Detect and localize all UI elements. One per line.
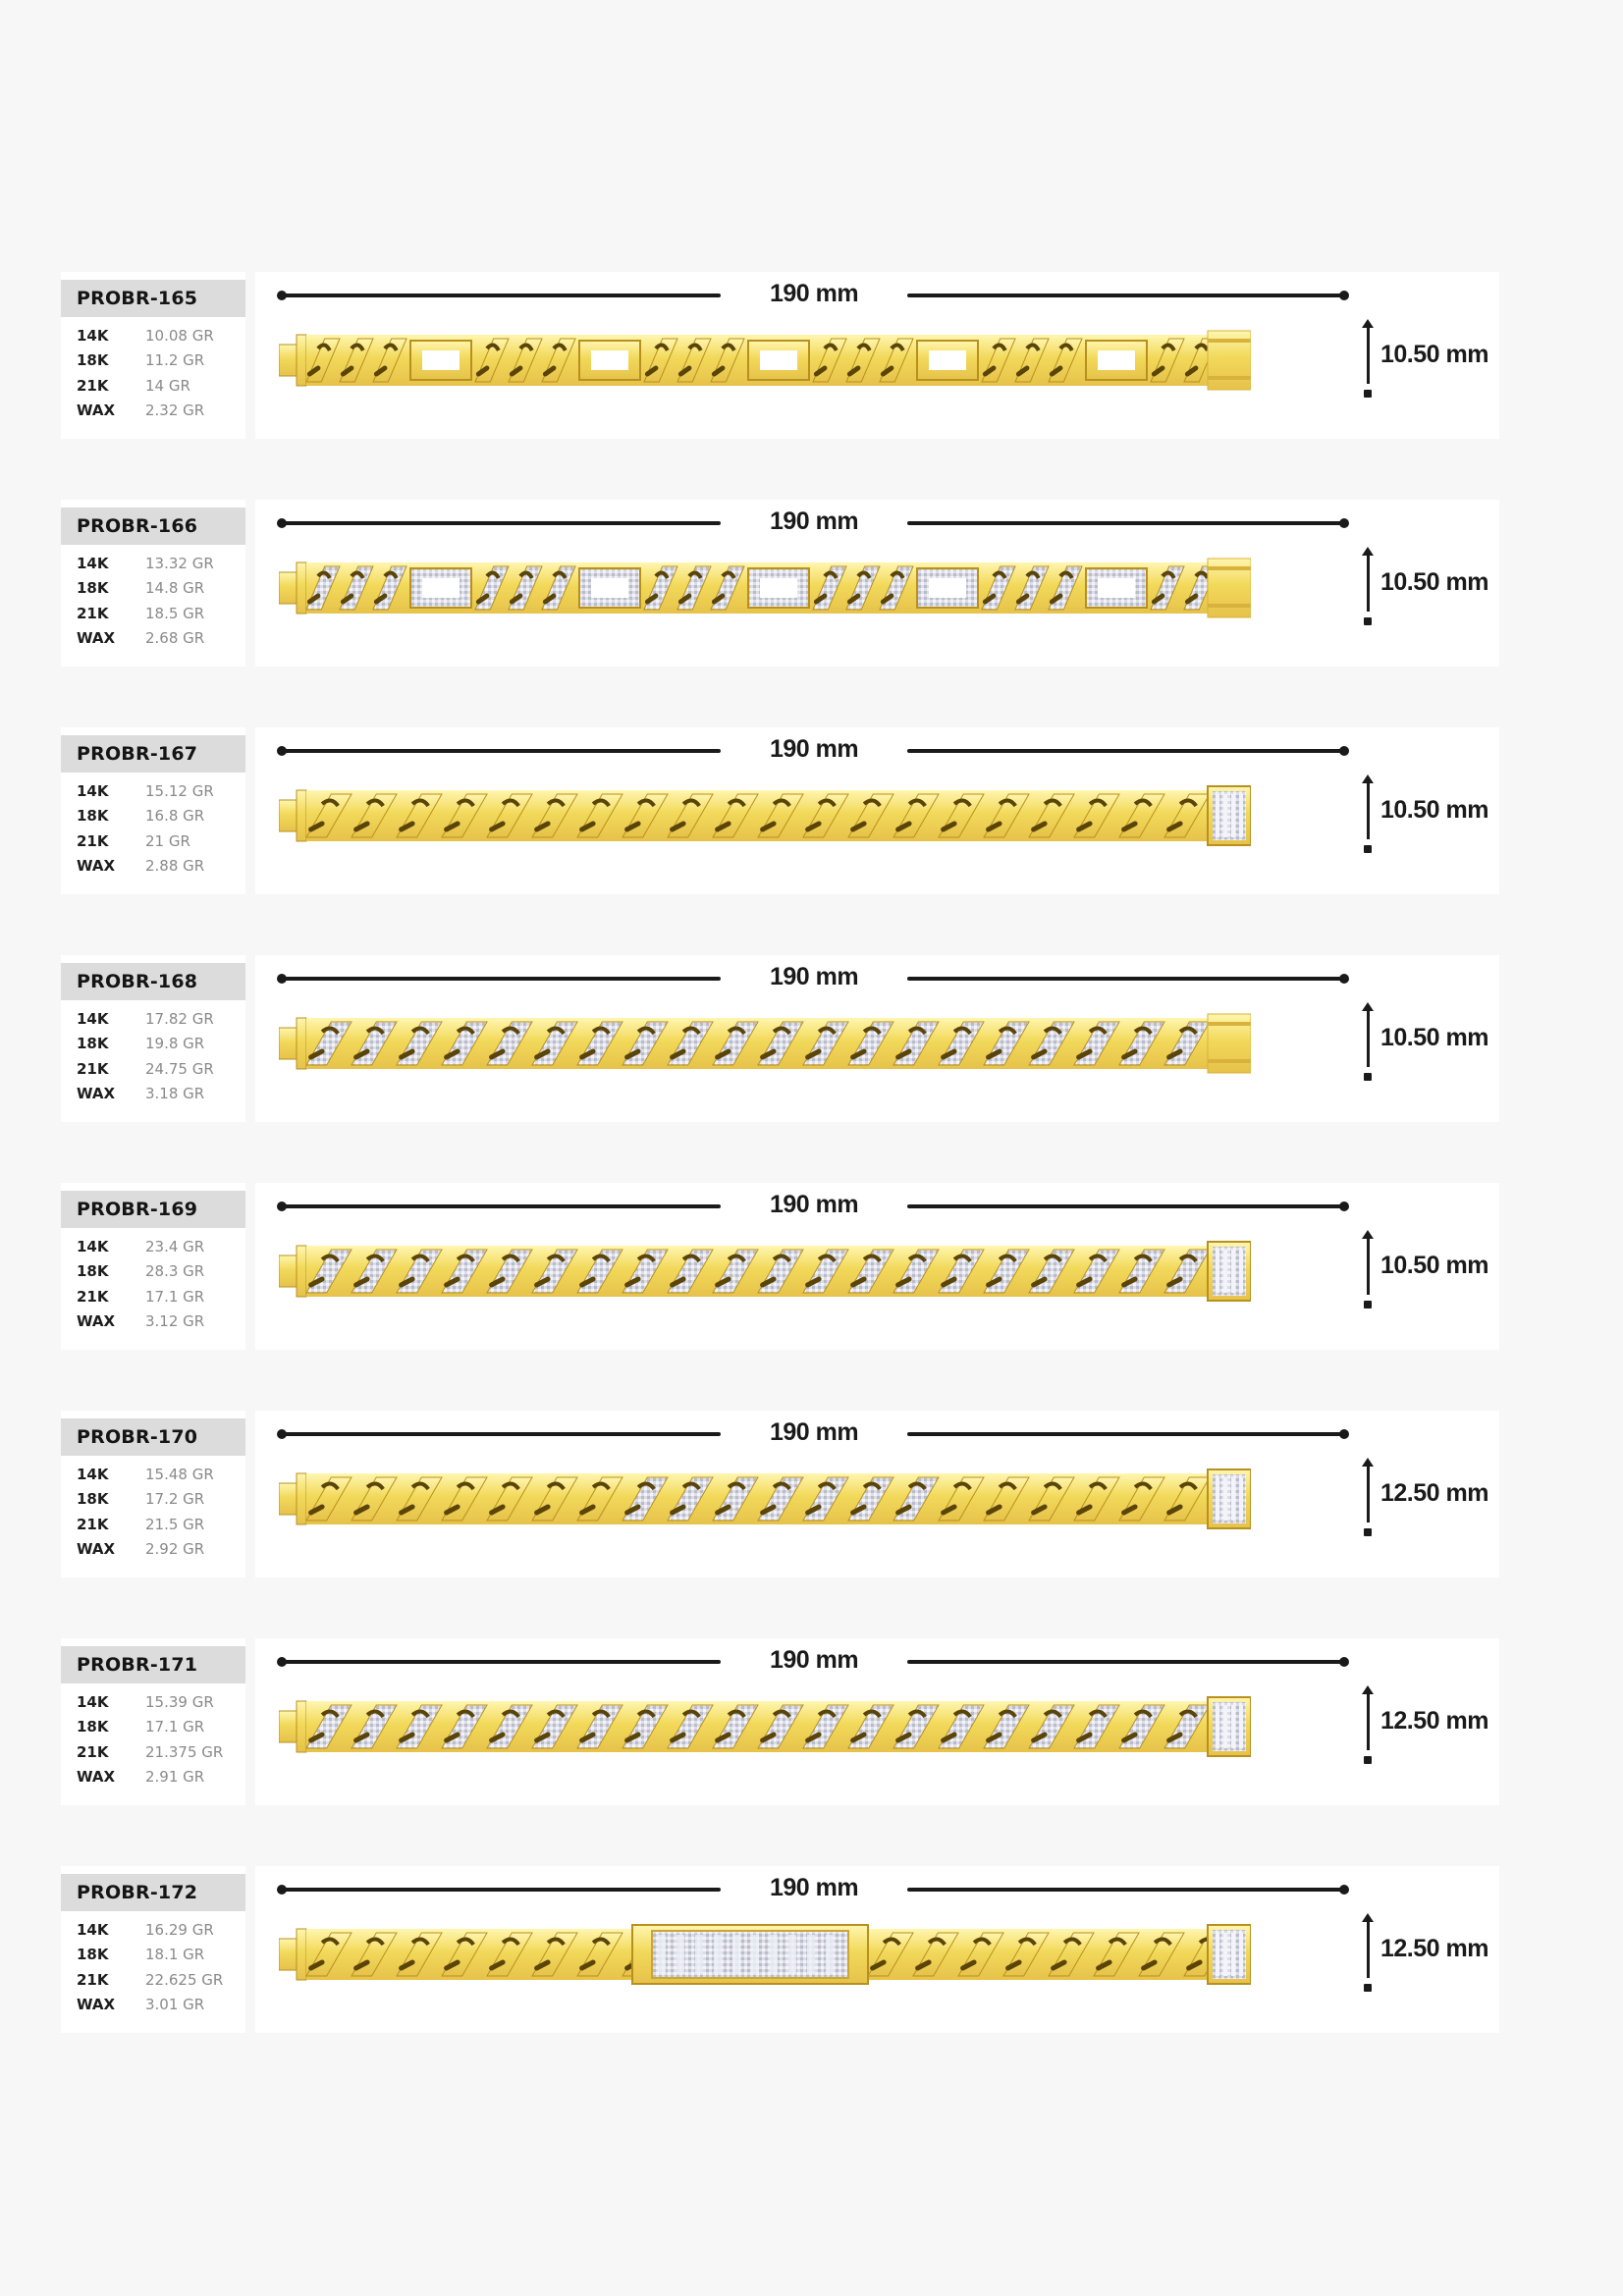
- length-end-dot: [1339, 1885, 1349, 1895]
- weight-value: 17.1 GR: [145, 1718, 205, 1736]
- weight-row: [77, 601, 214, 626]
- length-line-left: [281, 294, 721, 297]
- arrow-down-icon: [1364, 390, 1372, 398]
- length-end-dot: [1339, 974, 1349, 984]
- length-line-left: [281, 1432, 721, 1436]
- weight-value: 17.1 GR: [145, 1287, 205, 1306]
- weight-value: 3.01 GR: [145, 1996, 205, 2014]
- arrow-down-icon: [1364, 1756, 1372, 1764]
- product-code: PROBR-169: [61, 1191, 245, 1228]
- weight-row: [77, 804, 214, 829]
- height-dimension: [1359, 998, 1496, 1087]
- weight-row: [77, 854, 214, 880]
- weight-value: 21.375 GR: [145, 1742, 224, 1761]
- length-line-right: [907, 1204, 1345, 1208]
- weight-row: [77, 373, 214, 399]
- weight-row: [77, 1537, 214, 1563]
- length-line-right: [907, 749, 1345, 753]
- product-code: PROBR-172: [61, 1874, 245, 1911]
- karat-label: WAX: [77, 1540, 116, 1559]
- karat-label: 18K: [77, 1490, 109, 1509]
- weight-value: 17.82 GR: [145, 1009, 214, 1028]
- height-dimension: [1359, 1454, 1496, 1542]
- arrow-down-icon: [1364, 617, 1372, 625]
- karat-label: WAX: [77, 401, 116, 420]
- weight-value: 16.8 GR: [145, 807, 205, 826]
- weight-table: [77, 1689, 223, 1789]
- weight-table: [77, 551, 214, 651]
- length-label: 190 mm: [769, 280, 859, 307]
- bracelet-image: [279, 1236, 1251, 1307]
- weight-row: [77, 399, 214, 424]
- length-line-left: [281, 1660, 721, 1664]
- weight-row: [77, 1967, 223, 1993]
- weight-value: 21 GR: [145, 831, 190, 850]
- weight-value: 21.5 GR: [145, 1515, 205, 1533]
- height-label: 12.50 mm: [1380, 1935, 1488, 1962]
- length-line-left: [281, 749, 721, 753]
- karat-label: 21K: [77, 1515, 109, 1533]
- arrow-down-icon: [1364, 845, 1372, 853]
- weight-value: 19.8 GR: [145, 1035, 205, 1053]
- weight-row: [77, 1739, 223, 1765]
- weight-value: 2.88 GR: [145, 857, 205, 876]
- weight-row: [77, 828, 214, 854]
- length-line-right: [907, 1660, 1345, 1664]
- product-row-probr-169: [61, 1183, 1499, 1350]
- weight-row: [77, 1309, 204, 1335]
- product-code: PROBR-166: [61, 507, 245, 545]
- height-line: [1367, 553, 1370, 612]
- bracelet-image: [279, 1464, 1251, 1534]
- height-line: [1367, 1236, 1370, 1295]
- karat-label: 21K: [77, 1742, 109, 1761]
- karat-label: 18K: [77, 1035, 109, 1053]
- weight-table: [77, 1234, 204, 1334]
- product-info-card: [61, 1183, 245, 1350]
- weight-value: 2.32 GR: [145, 401, 205, 420]
- karat-label: 18K: [77, 579, 109, 598]
- weight-row: [77, 1259, 204, 1285]
- length-label: 190 mm: [769, 1418, 859, 1446]
- length-label: 190 mm: [769, 1646, 859, 1674]
- bracelet-image: [279, 1008, 1251, 1079]
- weight-row: [77, 1234, 204, 1259]
- bracelet-image: [279, 553, 1251, 623]
- karat-label: WAX: [77, 1996, 116, 2014]
- weight-value: 2.92 GR: [145, 1540, 205, 1559]
- length-end-dot: [1339, 291, 1349, 300]
- length-line-right: [907, 1432, 1345, 1436]
- product-code: PROBR-167: [61, 735, 245, 773]
- product-info-card: [61, 1638, 245, 1805]
- product-image-panel: [255, 1866, 1499, 2033]
- height-dimension: [1359, 315, 1496, 403]
- weight-value: 18.5 GR: [145, 604, 205, 622]
- product-row-probr-171: [61, 1638, 1499, 1805]
- karat-label: 21K: [77, 1287, 109, 1306]
- weight-table: [77, 1006, 214, 1106]
- weight-value: 11.2 GR: [145, 351, 205, 370]
- weight-row: [77, 576, 214, 602]
- weight-value: 17.2 GR: [145, 1490, 205, 1509]
- karat-label: 21K: [77, 1059, 109, 1078]
- length-label: 190 mm: [769, 735, 859, 763]
- product-info-card: [61, 727, 245, 894]
- karat-label: 18K: [77, 351, 109, 370]
- product-code: PROBR-170: [61, 1418, 245, 1456]
- height-label: 12.50 mm: [1380, 1479, 1488, 1507]
- product-image-panel: [255, 955, 1499, 1122]
- product-row-probr-165: [61, 272, 1499, 439]
- karat-label: WAX: [77, 1085, 116, 1103]
- height-label: 10.50 mm: [1380, 1252, 1488, 1279]
- length-line-right: [907, 1888, 1345, 1892]
- karat-label: 14K: [77, 1920, 109, 1939]
- weight-table: [77, 323, 214, 423]
- weight-value: 14.8 GR: [145, 579, 205, 598]
- weight-value: 15.12 GR: [145, 781, 214, 800]
- weight-row: [77, 1056, 214, 1082]
- length-line-left: [281, 1204, 721, 1208]
- product-info-card: [61, 1866, 245, 2033]
- product-row-probr-166: [61, 500, 1499, 667]
- bracelet-image: [279, 1691, 1251, 1762]
- height-line: [1367, 1919, 1370, 1978]
- weight-value: 14 GR: [145, 376, 190, 395]
- weight-row: [77, 323, 214, 348]
- weight-value: 28.3 GR: [145, 1262, 205, 1281]
- product-info-card: [61, 1411, 245, 1577]
- weight-row: [77, 1284, 204, 1309]
- height-label: 12.50 mm: [1380, 1707, 1488, 1735]
- length-end-dot: [1339, 746, 1349, 756]
- weight-value: 23.4 GR: [145, 1237, 205, 1255]
- weight-row: [77, 1689, 223, 1715]
- length-end-dot: [1339, 1429, 1349, 1439]
- length-line-right: [907, 294, 1345, 297]
- karat-label: 18K: [77, 1718, 109, 1736]
- weight-row: [77, 778, 214, 804]
- karat-label: 18K: [77, 1262, 109, 1281]
- height-label: 10.50 mm: [1380, 341, 1488, 368]
- karat-label: 21K: [77, 1970, 109, 1989]
- height-line: [1367, 1691, 1370, 1750]
- product-image-panel: [255, 1183, 1499, 1350]
- height-line: [1367, 780, 1370, 839]
- karat-label: WAX: [77, 857, 116, 876]
- height-line: [1367, 1464, 1370, 1522]
- weight-value: 13.32 GR: [145, 554, 214, 572]
- karat-label: 14K: [77, 1237, 109, 1255]
- karat-label: WAX: [77, 629, 116, 648]
- length-label: 190 mm: [769, 1191, 859, 1218]
- length-line-left: [281, 521, 721, 525]
- weight-value: 15.39 GR: [145, 1692, 214, 1711]
- product-info-card: [61, 500, 245, 667]
- weight-row: [77, 1006, 214, 1032]
- karat-label: 18K: [77, 807, 109, 826]
- karat-label: 18K: [77, 1946, 109, 1964]
- length-end-dot: [1339, 1201, 1349, 1211]
- weight-value: 2.91 GR: [145, 1768, 205, 1787]
- height-label: 10.50 mm: [1380, 1024, 1488, 1051]
- weight-row: [77, 1082, 214, 1107]
- karat-label: 14K: [77, 781, 109, 800]
- karat-label: 14K: [77, 326, 109, 345]
- weight-value: 24.75 GR: [145, 1059, 214, 1078]
- product-row-probr-170: [61, 1411, 1499, 1577]
- arrow-down-icon: [1364, 1528, 1372, 1536]
- bracelet-image: [279, 325, 1251, 396]
- height-line: [1367, 1008, 1370, 1067]
- karat-label: 14K: [77, 1009, 109, 1028]
- weight-row: [77, 348, 214, 374]
- weight-value: 10.08 GR: [145, 326, 214, 345]
- karat-label: WAX: [77, 1312, 116, 1331]
- product-info-card: [61, 272, 245, 439]
- karat-label: WAX: [77, 1768, 116, 1787]
- length-end-dot: [1339, 518, 1349, 528]
- product-row-probr-167: [61, 727, 1499, 894]
- arrow-down-icon: [1364, 1301, 1372, 1308]
- product-image-panel: [255, 1638, 1499, 1805]
- weight-row: [77, 626, 214, 652]
- height-dimension: [1359, 1909, 1496, 1998]
- weight-row: [77, 1917, 223, 1943]
- height-dimension: [1359, 771, 1496, 859]
- length-line-left: [281, 977, 721, 981]
- bracelet-image: [279, 1919, 1251, 1990]
- karat-label: 14K: [77, 1692, 109, 1711]
- product-row-probr-168: [61, 955, 1499, 1122]
- weight-table: [77, 778, 214, 879]
- weight-row: [77, 1512, 214, 1537]
- weight-row: [77, 1765, 223, 1790]
- height-label: 10.50 mm: [1380, 568, 1488, 596]
- product-image-panel: [255, 727, 1499, 894]
- height-dimension: [1359, 1226, 1496, 1314]
- length-label: 190 mm: [769, 963, 859, 990]
- product-info-card: [61, 955, 245, 1122]
- length-line-right: [907, 521, 1345, 525]
- length-label: 190 mm: [769, 1874, 859, 1901]
- weight-row: [77, 1715, 223, 1740]
- product-image-panel: [255, 272, 1499, 439]
- weight-table: [77, 1462, 214, 1562]
- product-code: PROBR-168: [61, 963, 245, 1000]
- weight-value: 15.48 GR: [145, 1465, 214, 1483]
- bracelet-image: [279, 780, 1251, 851]
- weight-row: [77, 1993, 223, 2018]
- weight-table: [77, 1917, 223, 2017]
- weight-row: [77, 1032, 214, 1057]
- weight-value: 3.12 GR: [145, 1312, 205, 1331]
- length-line-right: [907, 977, 1345, 981]
- weight-row: [77, 551, 214, 576]
- product-image-panel: [255, 1411, 1499, 1577]
- length-label: 190 mm: [769, 507, 859, 535]
- product-image-panel: [255, 500, 1499, 667]
- product-row-probr-172: [61, 1866, 1499, 2033]
- weight-row: [77, 1462, 214, 1487]
- arrow-down-icon: [1364, 1984, 1372, 1992]
- height-line: [1367, 325, 1370, 384]
- length-line-left: [281, 1888, 721, 1892]
- height-dimension: [1359, 543, 1496, 631]
- arrow-down-icon: [1364, 1073, 1372, 1081]
- karat-label: 21K: [77, 831, 109, 850]
- weight-row: [77, 1943, 223, 1968]
- karat-label: 21K: [77, 604, 109, 622]
- weight-value: 3.18 GR: [145, 1085, 205, 1103]
- weight-row: [77, 1487, 214, 1513]
- weight-value: 16.29 GR: [145, 1920, 214, 1939]
- height-dimension: [1359, 1682, 1496, 1770]
- height-label: 10.50 mm: [1380, 796, 1488, 824]
- karat-label: 14K: [77, 1465, 109, 1483]
- weight-value: 2.68 GR: [145, 629, 205, 648]
- length-end-dot: [1339, 1657, 1349, 1667]
- product-code: PROBR-165: [61, 280, 245, 317]
- weight-value: 22.625 GR: [145, 1970, 224, 1989]
- karat-label: 21K: [77, 376, 109, 395]
- weight-value: 18.1 GR: [145, 1946, 205, 1964]
- product-code: PROBR-171: [61, 1646, 245, 1683]
- karat-label: 14K: [77, 554, 109, 572]
